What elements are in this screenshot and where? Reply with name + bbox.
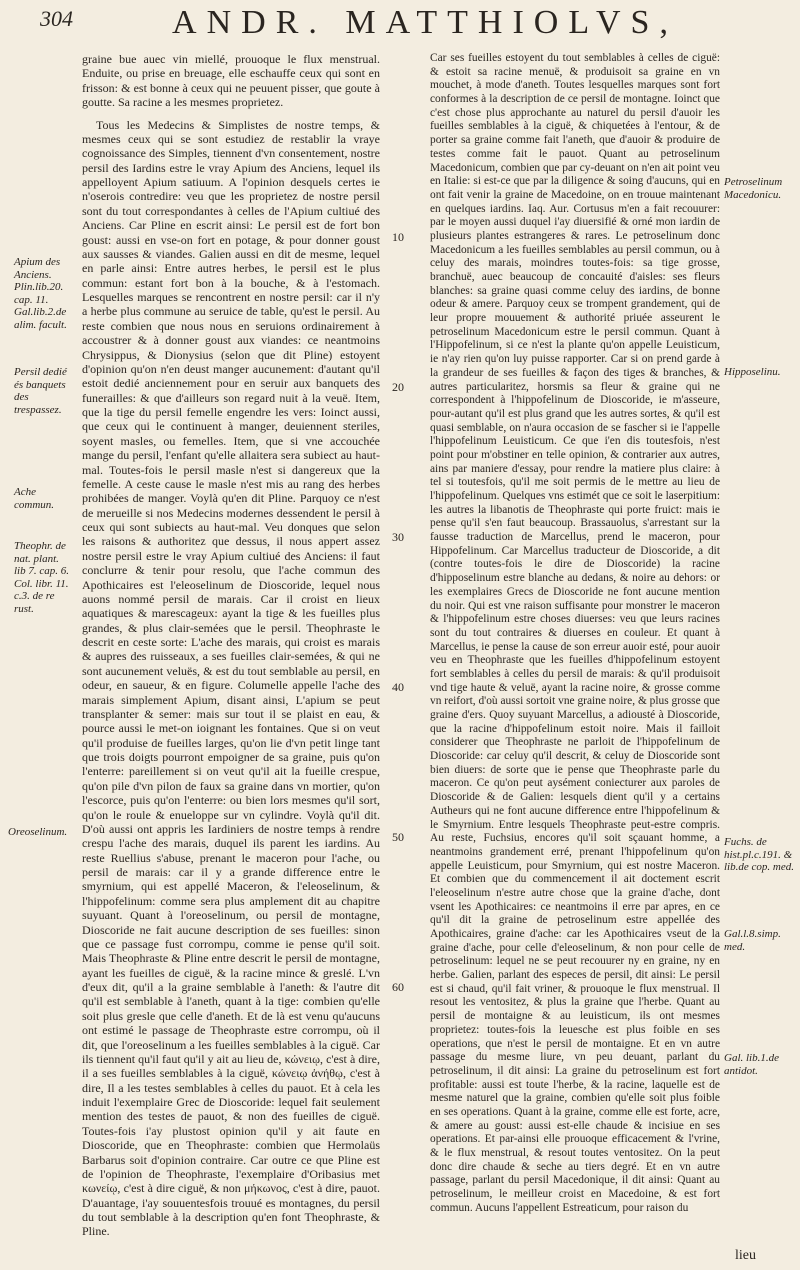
margin-note-fuchsius: Fuchs. de hist.pl.c.191. & lib.de cop. med. <box>724 836 794 873</box>
margin-note-galen-simp: Gal.l.8.simp. med. <box>724 928 781 953</box>
line-number-50: 50 <box>392 830 404 844</box>
margin-note-oreoselinum: Oreoselinum. <box>8 826 68 838</box>
margin-note-hipposelinum: Hipposelinu. <box>724 366 781 378</box>
line-number-60: 60 <box>392 980 404 994</box>
catchword: lieu <box>735 1248 756 1263</box>
margin-note-theophrastus: Theophr. de nat. plant. lib 7. cap. 6. Col. libr. 11. c.3. de re rust. <box>14 540 69 615</box>
paragraph: graine bue auec vin miellé, prouoque le flux menstrual. Enduite, ou prise en breuage, elle eschauffe ceux qui sont en frisson: & est bonne à ceux qui ne peuuent pisser, que goute à goutte. Sa racine a les mesmes proprietez. <box>82 52 380 110</box>
margin-note-apium: Apium des Anciens. Plin.lib.20. cap. 11. Gal.lib.2.de alim. facult. <box>14 256 67 331</box>
margin-note-petroselinum: Petroselinum Macedonicu. <box>724 176 783 201</box>
line-number-10: 10 <box>392 230 404 244</box>
page-number: 304 <box>40 6 73 31</box>
line-number-40: 40 <box>392 680 404 694</box>
line-number-20: 20 <box>392 380 404 394</box>
left-column <box>82 52 380 1239</box>
paragraph: Car ses fueilles estoyent du tout semblables à celles de ciguë: & estoit sa racine menuë, & produisoit sa graine en vn mouchet, à mode d'aneth. Toutes lesquelles marques sont fort conformes à la description de ce persil de montagne. Ioinct que c'est chose plus approchante au naturel du persil d'auoir les fueilles semblables à la ciguë, & chiquetées à l'entour, & de porter sa graine comme fait l'aneth, que d'auoir & produire de testes comme fait le pauot. Quant au petroselinum Macedonicum, combien que par cy-deuant on n'en ait point veu en Italie: si est-ce que par la diligence & soing d'aucuns, qui en ont fait venir la graine de Macedoine, on en trouue maintenant en quelques iardins. Iaq. Aur. Cortusus m'en a fait recouurer: par le moyen aussi duquel i'ay diuersifié & orné mon iardin de plusieurs plantes estrangeres & rares. Le petroselinum donc Macedonicum a les fueilles semblables au persil commun, ou à celuy des marais, moindres toutes-fois: sa tige grosse, branchuë, auec beaucoup de concauité d'aisles: ses fleurs blanches: sa graine quasi comme celuy des iardins, de bonne odeur & amere. Parquoy ceux se trompent grandement, qui de leur propre mouuement & authorité priuée asseurent le petroselinum Macedonicum estre le persil commun. Quant à l'Hippofelinum, si ce n'est la plante qu'on appelle Leuisticum, ie n'ay rien qu'on luy puisse rapporter. Car si on prend garde à la grandeur de ses fueilles & façon des tiges & branches, & autres particularitez, horsmis sa fleur & graine qui ne correspondent à l'hippofelinum de Dioscoride, ie m'asseure, pour-autant qu'il est plus grand que les autres sortes, & qu'il est quasi semblable, on n'aura occasion de se fascher si ie l'appelle l'hippofelinum Leuisticum. Ce que i'en dis toutesfois, n'est point pour m'obstiner en telle opinion, & contrarier aux autres, ains par maniere d'essay, pour rendre la matiere plus claire: à tel si toutesfois, qu'il me soit permis de le mettre au lieu de l'hippofelinum. Quelques vns estimét que ce soit le laserpitium: les autres la libanotis de Theophraste qui porte fruict: mais ie pense qu'il s'en faut beaucoup. Brassauolus, s'arrestant sur la fausse traduction de Marcellus, prend le maceron, pour Hippofelinum. Car Marcellus traducteur de Dioscoride, a dit (contre toutes-fois le dire de Dioscoride) la racine d'hipposelinum estre blanche au dedans, & noire au dehors: or les exemplaires Grecs de Dioscoride ne font aucune mention du noir. Qui est vne raison suffisante pour monstrer le maceron & l'hippofelinum estre choses diuerses: veu que leurs racines sont du tout contraires & diuerses en couleur. Et quant à Marcellus, ie pense la cause de son erreur auoir esté, pour auoir veu en Theophraste que les fueilles d'hippofelinum estoyent fort semblables à celles du persil de marais: & qu'il produisoit vnd tige haute & veluë, ayant la racine noire, & grosse comme vn reifort, d'où aussi sortoit vne graine noire, & plus grosse que graine d'ers. Quoy suyuant Marcellus, a adiousté à Dioscoride, que la racine d'hippofelinum estoit noire. Mais il failloit considerer que Theophraste ne parloit de l'hippofelinum de Dioscoride: car celuy qu'il descrit, & celuy de Dioscoride sont bien diuers: de sorte que ie pense que Theophraste parle du maceron. Ce qu'on peut aysément coniecturer aux paroles de Dioscoride & de Galien: lesquels dient qu'il y a certains Autheurs qui ne font aucune difference entre l'hippofelinum & le Smyrnium. Entre lesquels Theophraste peut-estre compris. Au reste, Fuchsius, encores qu'il soit sçauant homme, a neantmoins grandement erré, prenant l'hippofelinum qu'on appelle Leuisticum, pour Smyrnium, qui est nostre Maceron. Et combien que du commencement il ait doctement escrit l'eleoselinum n'estre autre chose que la graine d'ache, dont vsent les Apothicaires: ce neantmoins il erre par apres, en ce qu'il dit la graine de petroselinum estre appellée des Apothicaires, graine d'ache: car les Apothicaires vseut de la graine d'ache, pour celle d'eleoselinum, & non pour celle de petroselinum: lequel ne se peut recouurer ny en graine, ny en herbe. Galien, parlant des especes de persil, dit ainsi: Le persil est si chaud, qu'il fait vriner, & prouoque le flux menstrual. Il resout les ventositez, & plus la graine que l'herbe. Quant au persil de montaigne & au leuisticum, ils ont mesmes proprietez: toutes-fois la leuesche est plus foible en ses operations, que n'est le persil de montaigne. Et en vn autre passage du mesme liure, vn peu deuant, parlant du petroselinum, il dit ainsi: La graine du petroselinum est fort profitable: aussi est toute l'herbe, & la racine, laquelle est de mesme naturel que la graine, combien qu'elle soit plus foible en ses operations. Quant à la graine, comme elle est forte, acre, & amere au goust: aussi est-elle chaude & incisiue en ses operations. Et par-ainsi elle prouoque efficacement & l'vrine, & le flux menstrual, & resout toutes ventositez. On la peut donc dire chaude & seche au tiers degré. Et en vn autre passage, parlant du persil Macedonique, il dit ainsi: Quant au petroselinum, le meilleur croist en Macedoine, & est fort commun. Aucuns l'appellent Estreaticum, pour raison du <box>430 52 720 1214</box>
paragraph: Tous les Medecins & Simplistes de nostre temps, & mesmes ceux qui se sont estudiez de restablir la vraye cognoissance des Simples, tiennent d'vn consentement, nostre persil des Iardins estre le vray Apium des Anciens, lequel ils appelloyent Apium satiuum. A l'opinion desquels certes ie n'oserois contredire: veu que les proprietez de nostre persil sont du tout correspondantes à celles de l'Apium cultiué des Anciens. Car Pline en escrit ainsi: Le persil est de fort bon goust: aussi en vse-on fort en potage, & pour donner goust aux sausses & viandes. Galien aussi en dit de mesme, lequel en parle ainsi: Entre autres herbes, le persil est le plus commun: estant fort bon à la bouche, & à l'estomach. Lesquelles marques se rencontrent en nostre persil: car il n'y a herbe plus commune au seruice de table, qu'est le persil. Au reste combien que nous nous en seruions ordinairement à accoustrer & à donner goust aux viandes: ce neantmoins Chrysippus, & Dionysius (selon que dit Pline) estoyent d'opinion qu'on n'en deust manger aucunement: d'autant qu'il estoit dedié anciennement pour en seruir aux banquets des funerailles: & que d'ailleurs son regard nuit à la veuë. Item, que la tige du persil femelle engendre les vers: Ioinct aussi, que ceux qui le continuent à manger, deuiennent steriles, soyent masles, ou femelles. Item, que si vne accouchée mange du persil, l'enfant qu'elle allaitera sera subiect au haut-mal. Toutes-fois le persil masle n'est si dangereux que la femelle. A ceste cause le masle n'est mis au rang des herbes prohibées de manger. Voylà qu'en dit Pline. Parquoy ce n'est de merueille si nos Medecins modernes dessendent le persil à ceux qui sont subiects au haut-mal. Veu donques que selon les raisons & authoritez que dessus, il nous appert assez nostre persil estre le vray Apium cultiué des Anciens: il faut conclurre & tenir pour resolu, que l'ache commun des Apothicaires est l'eleoselinum de Dioscoride, lequel nous auons nommé persil de marais. Car il croist en lieux aquatiques & marescageux: ayant la tige & les fueilles plus grandes, & plus clair-semées que le persil. Theophraste le descrit en ceste sorte: L'ache des marais, qui croist es marais & aupres des ruisseaux, a ses fueilles clair-semées, & qui ne sont aucunement veluës, & est du tout semblable au persil, en odeur, en saueur, & en figure. Columelle appelle l'ache des marais simplement Apium, disant ainsi, L'apium se peut transplanter & semer: mais sur tout il se plaist en eau, & pource aussi le met-on ioignant les fontaines. Que si on veut qu'il produise de fueilles larges, qu'on lie d'vn petit linge tant que trois doigts pourront empoigner de sa graine, puis qu'on l'enterre: pareillement si on veut qu'il ait la fueille crespue, qu'on pile d'vn pilon de faux sa graine dans vn mortier, qu'on l'escorce, puis qu'on l'enterre: ou bien lors mesmes qu'il sort, qu'on le roule & enueloppe sur vn cylindre. Voylà qu'il dit. D'où aussi ont appris les Iardiniers de nostre temps à rendre crespu l'ache des marais, duquel ils parent les iardins. Au reste Ruellius s'abuse, prenant le maceron pour l'ache, ou persil de marais: car il y a grande difference entre le smyrnium, qui est appellé Maceron, & l'eleoselinum, & l'hippofelinum: comme sera plus amplement dit au chapitre suyuant. Quant à l'oreoselinum, ou persil de montagne, Dioscoride ne fait aucune description de ses fueilles: sinon que ce passage fust corrompu, comme ie pense qu'il soit. Mais Theophraste & Pline entre descrit le persil de montagne, ayant les fueilles de ciguë, & la racine mince & greslé. L'vn d'eux dit, qu'il a la graine semblable à l'aneth: & l'autre dit qu'il est semblable à l'aneth, quant à la tige: combien qu'elle soit plus gresle que celle d'aneth. Et de là est venu qu'aucuns ont estimé le passage de Theophraste estre corrompu, où il dit, que l'oreoselinum a les fueilles semblables à la ciguë. Car ils tiennent qu'il faut qu'il y ait au lieu de, κώνειῳ, c'est à dire, il a ses fueilles semblables à la ciguë, κώνειῳ ἀνήθῳ, c'est à dire, Il a les testes semblables à celles du pauot. Et à cela les induit l'exemplaire Grec de Dioscoride: lequel fait seulement mention des testes de pauot, & non des fueilles de ciguë. Toutes-fois i'ay plustost opinion qu'il y ait faute en Dioscoride, que en Theophraste: combien que Hermolaüs Barbarus soit d'opinion contraire. Car outre ce que Pline est de l'opinion de Theophraste, l'exemplaire d'Oribasius met κωνείῳ, c'est à dire ciguë, & non μήκωνος, c'est à dire, pauot. D'auantage, i'ay souuentesfois trouué es montagnes, du persil du tout semblable à la description qu'en font Theophraste, & Pline. <box>82 117 380 1239</box>
right-column <box>430 52 720 1215</box>
running-head: ANDR. MATTHIOLVS, <box>172 4 678 41</box>
line-number-30: 30 <box>392 530 404 544</box>
margin-note-ache-commun: Ache commun. <box>14 486 55 511</box>
page-header <box>40 6 760 46</box>
margin-note-galen-antidot: Gal. lib.1.de antidot. <box>724 1052 779 1077</box>
margin-note-persil-dedie: Persil dedié és banquets des trespassez. <box>14 366 67 416</box>
